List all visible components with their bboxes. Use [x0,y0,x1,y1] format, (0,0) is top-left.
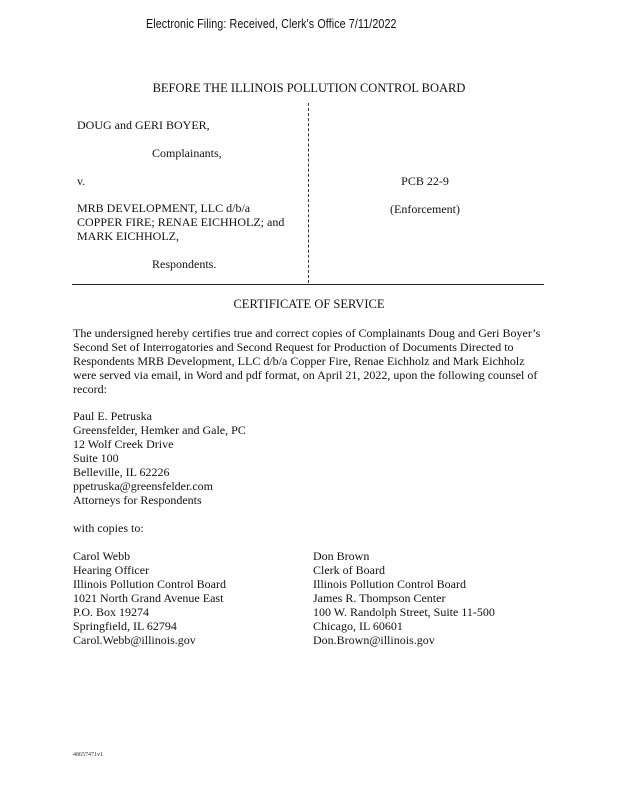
document-id: 48657471v1 [73,752,103,758]
respondents-line: MRB DEVELOPMENT, LLC d/b/a [77,201,251,215]
respondents-names [77,201,284,243]
recipient-line: P.O. Box 19274 [73,605,150,619]
recipient-line: 1021 North Grand Avenue East [73,591,224,605]
copy-recipient-right [313,549,495,647]
counsel-address [73,409,246,507]
recipient-email: Don.Brown@illinois.gov [313,633,435,647]
copy-recipient-left [73,549,226,647]
counsel-email: ppetruska@greensfelder.com [73,479,213,493]
recipient-line: Don Brown [313,549,370,563]
respondents-label: Respondents. [152,257,217,271]
recipient-line: Chicago, IL 60601 [313,619,403,633]
counsel-line: Suite 100 [73,451,119,465]
recipient-line: Illinois Pollution Control Board [73,577,227,591]
recipient-line: Carol Webb [73,549,131,563]
recipient-line: Clerk of Board [313,563,385,577]
complainants-names: DOUG and GERI BOYER, [77,118,210,132]
recipient-line: Springfield, IL 62794 [73,619,177,633]
respondents-line: MARK EICHHOLZ, [77,229,179,243]
counsel-line: 12 Wolf Creek Drive [73,437,174,451]
counsel-line: Belleville, IL 62226 [73,465,170,479]
copies-label: with copies to: [73,521,144,535]
recipient-line: Illinois Pollution Control Board [313,577,467,591]
caption-divider-horizontal [72,284,544,285]
caption-divider-vertical [308,103,309,283]
certificate-body: The undersigned hereby certifies true and correct copies of Complainants Doug and Geri Boyer’s Second Set of Interrogatories and Second Request for Production of Documents Directed to Respondents MRB Development, LLC d/b/a Copper Fire, Renae Eichholz and Mark Eichholz were served via email, in Word and pdf format, on April 21, 2022, upon the following counsel of record: [73,326,541,396]
board-title: BEFORE THE ILLINOIS POLLUTION CONTROL BOARD [152,81,466,95]
recipient-email: Carol.Webb@illinois.gov [73,633,196,647]
recipient-line: Hearing Officer [73,563,150,577]
counsel-line: Greensfelder, Hemker and Gale, PC [73,423,246,437]
complainants-label: Complainants, [152,146,222,160]
filing-stamp: Electronic Filing: Received, Clerk's Office 7/11/2022 [146,17,397,31]
case-number: PCB 22-9 [401,174,449,188]
respondents-line: COPPER FIRE; RENAE EICHHOLZ; and [77,215,285,229]
counsel-line: Attorneys for Respondents [73,493,202,507]
case-type: (Enforcement) [390,202,460,216]
certificate-title: CERTIFICATE OF SERVICE [233,297,385,311]
recipient-line: James R. Thompson Center [313,591,446,605]
recipient-line: 100 W. Randolph Street, Suite 11-500 [313,605,495,619]
counsel-line: Paul E. Petruska [73,409,152,423]
versus: v. [77,174,86,188]
